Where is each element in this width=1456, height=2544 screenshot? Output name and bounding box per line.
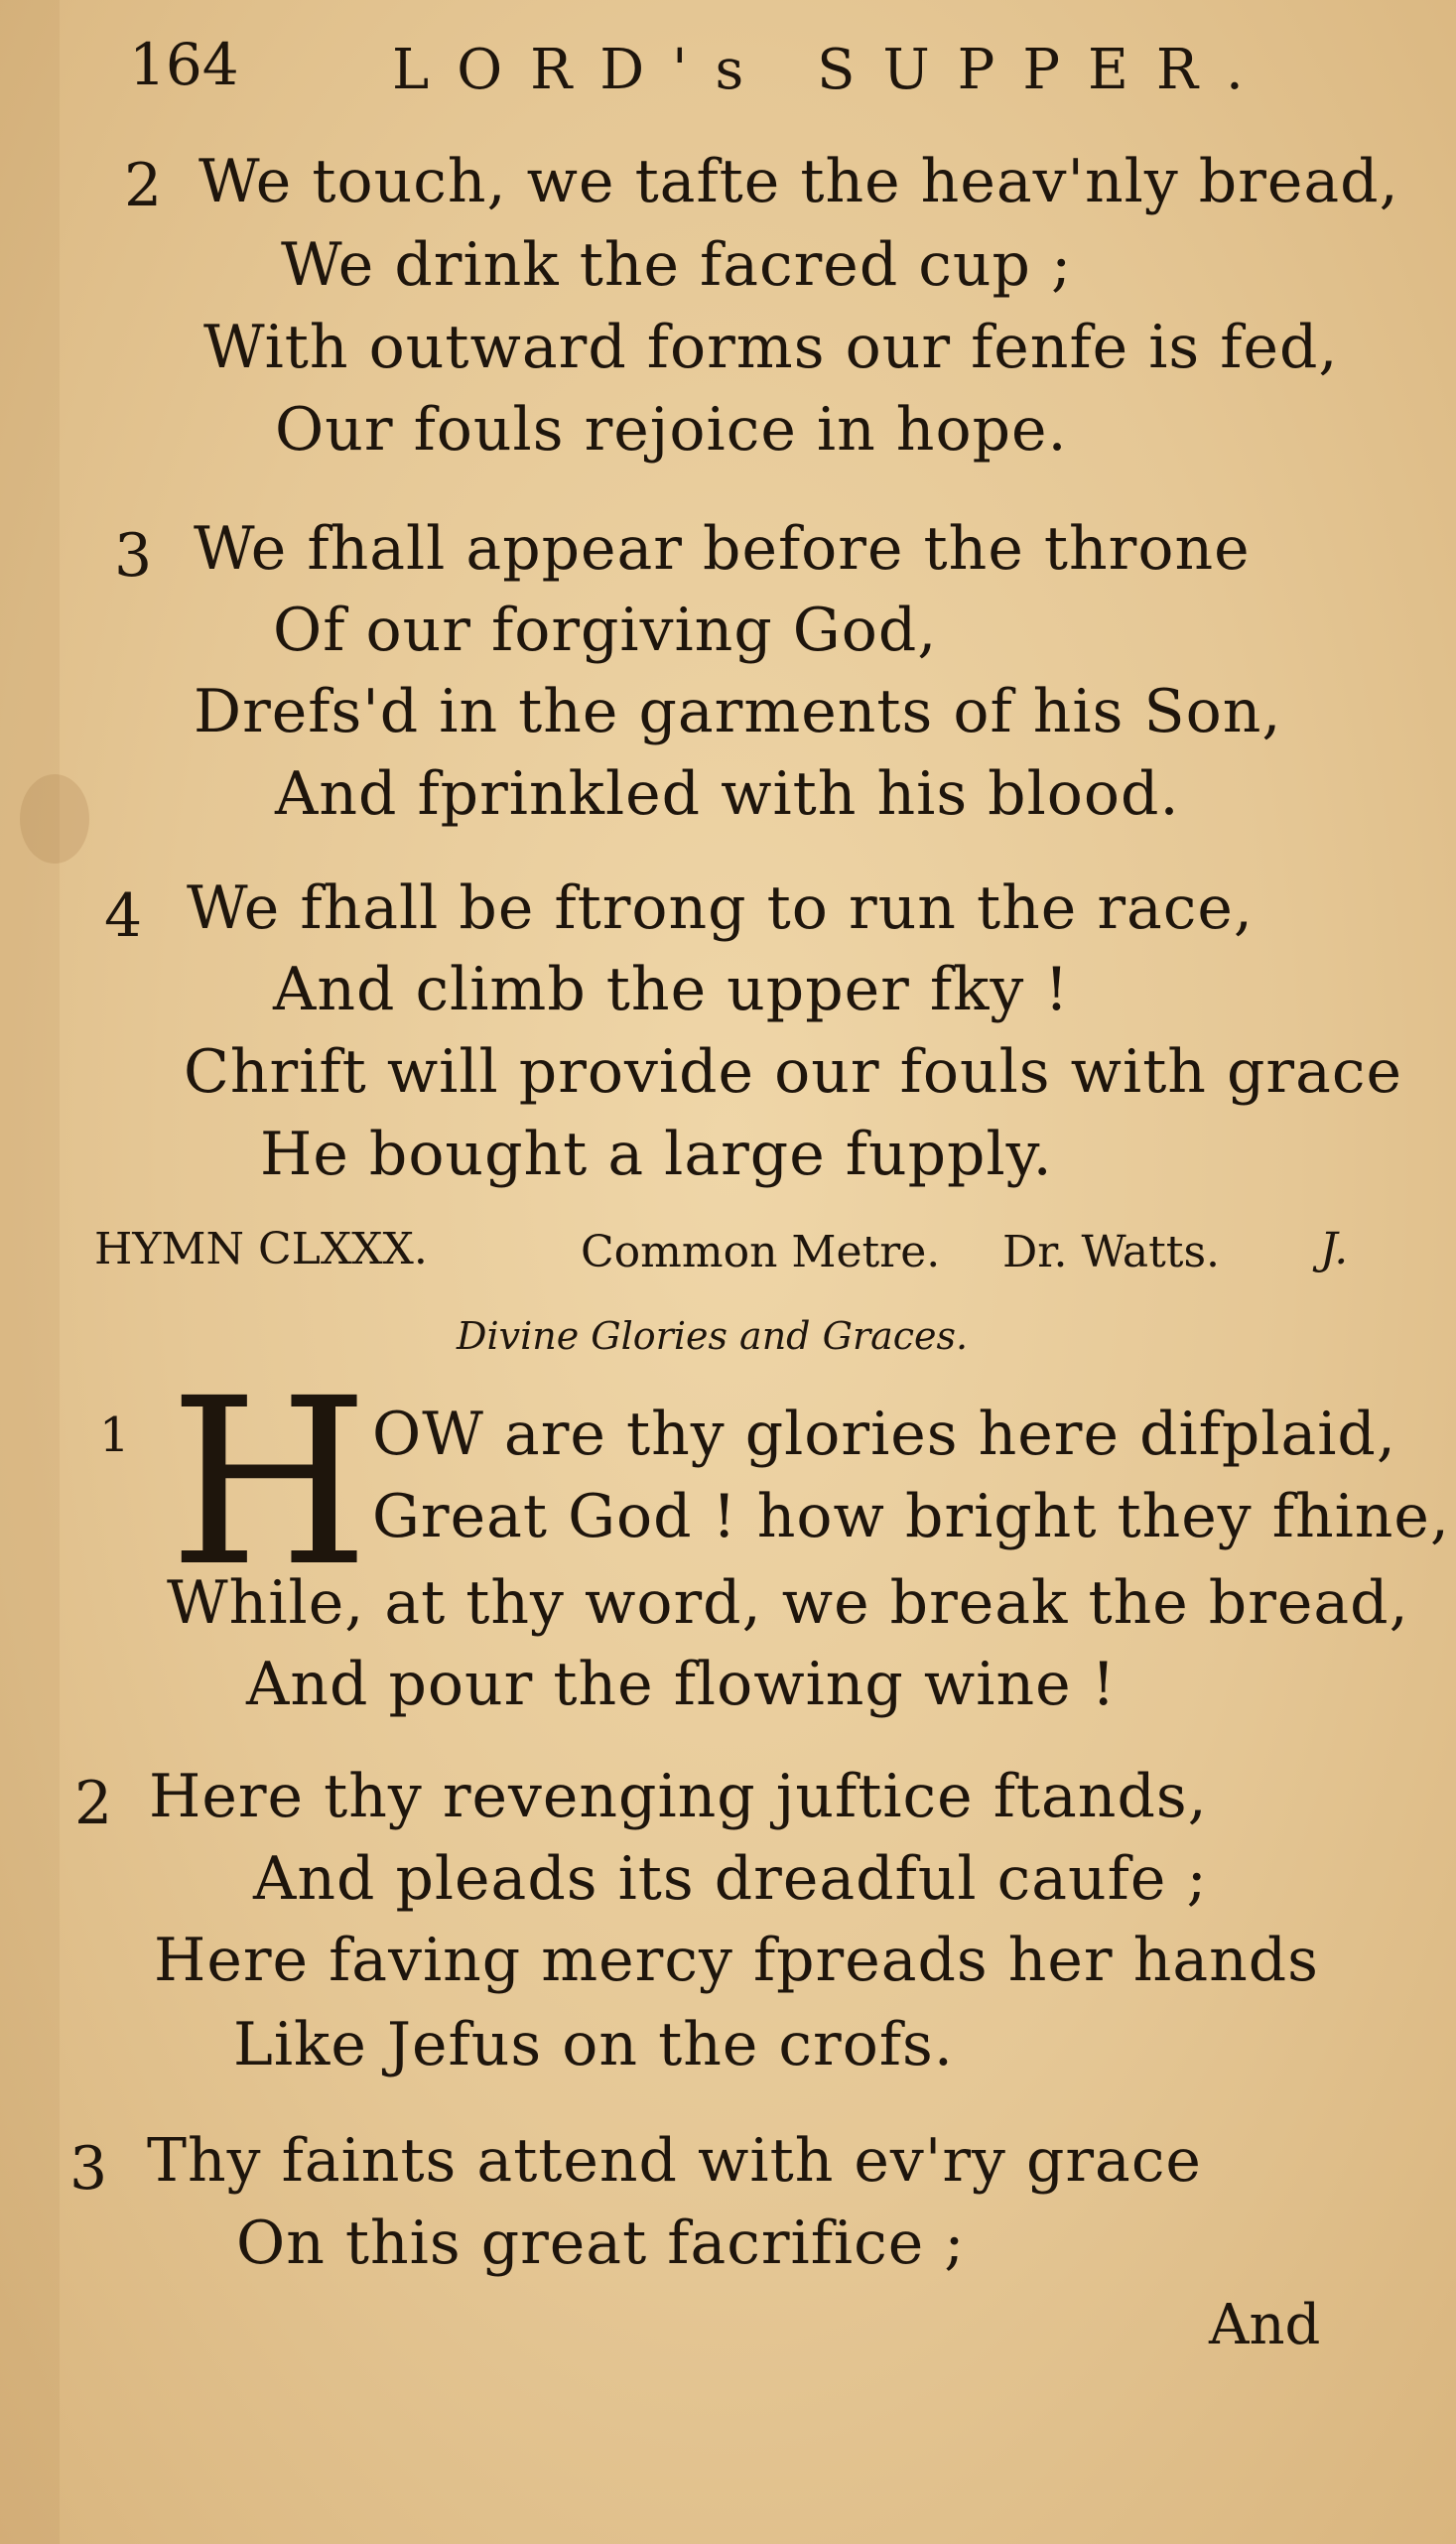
running-head [129,30,239,99]
verse-line: And climb the upper fky ! [273,955,1070,1024]
running-title: LORD's SUPPER. [392,38,1271,102]
verse-line: Of our forgiving God, [273,596,938,665]
hymn-number: HYMN CLXXX. [94,1224,428,1274]
verse-line: Chrift will provide our fouls with grace [184,1037,1402,1107]
drop-cap: H [169,1349,370,1617]
hymn-mark: J. [1320,1224,1349,1274]
verse-line: He bought a large fupply. [260,1120,1053,1189]
page-number: 164 [129,31,239,98]
stanza-number: 4 [104,881,143,951]
verse-line: With outward forms our fenfe is fed, [203,313,1339,382]
verse-line: We touch, we tafte the heav'nly bread, [199,147,1399,216]
verse-line: Here faving mercy fpreads her hands [154,1926,1319,1995]
page-edge-shadow [0,0,60,2544]
hymn-metre: Common Metre. [581,1227,941,1277]
stanza-number: 3 [69,2134,108,2204]
verse-line: And pleads its dreadful caufe ; [253,1844,1208,1914]
stanza-number: 2 [74,1769,113,1838]
verse-line: On this great facrifice ; [236,2209,966,2278]
verse-line: We fhall be ftrong to run the race, [187,873,1254,943]
verse-line: OW are thy glories here difplaid, [372,1400,1396,1469]
verse-line: Drefs'd in the garments of his Son, [194,677,1282,746]
verse-line: We fhall appear before the throne [194,514,1251,584]
verse-line: Here thy revenging juftice ftands, [149,1762,1208,1831]
verse-line: Great God ! how bright they fhine, [372,1482,1450,1551]
verse-line: And pour the flowing wine ! [246,1650,1117,1719]
stanza-number: 3 [114,521,153,591]
verse-line: We drink the facred cup ; [281,230,1073,300]
hymn-subtitle: Divine Glories and Graces. [457,1314,969,1358]
verse-line: Like Jefus on the crofs. [233,2010,954,2079]
stanza-number: 2 [124,151,163,220]
catchword: And [1209,2293,1321,2357]
hymn-author: Dr. Watts. [1002,1227,1221,1277]
stanza-number: 1 [99,1407,130,1463]
verse-line: While, at thy word, we break the bread, [167,1568,1409,1638]
verse-line: Our fouls rejoice in hope. [275,395,1068,465]
verse-line: Thy faints attend with ev'ry grace [147,2126,1202,2196]
verse-line: And fprinkled with his blood. [275,759,1180,829]
